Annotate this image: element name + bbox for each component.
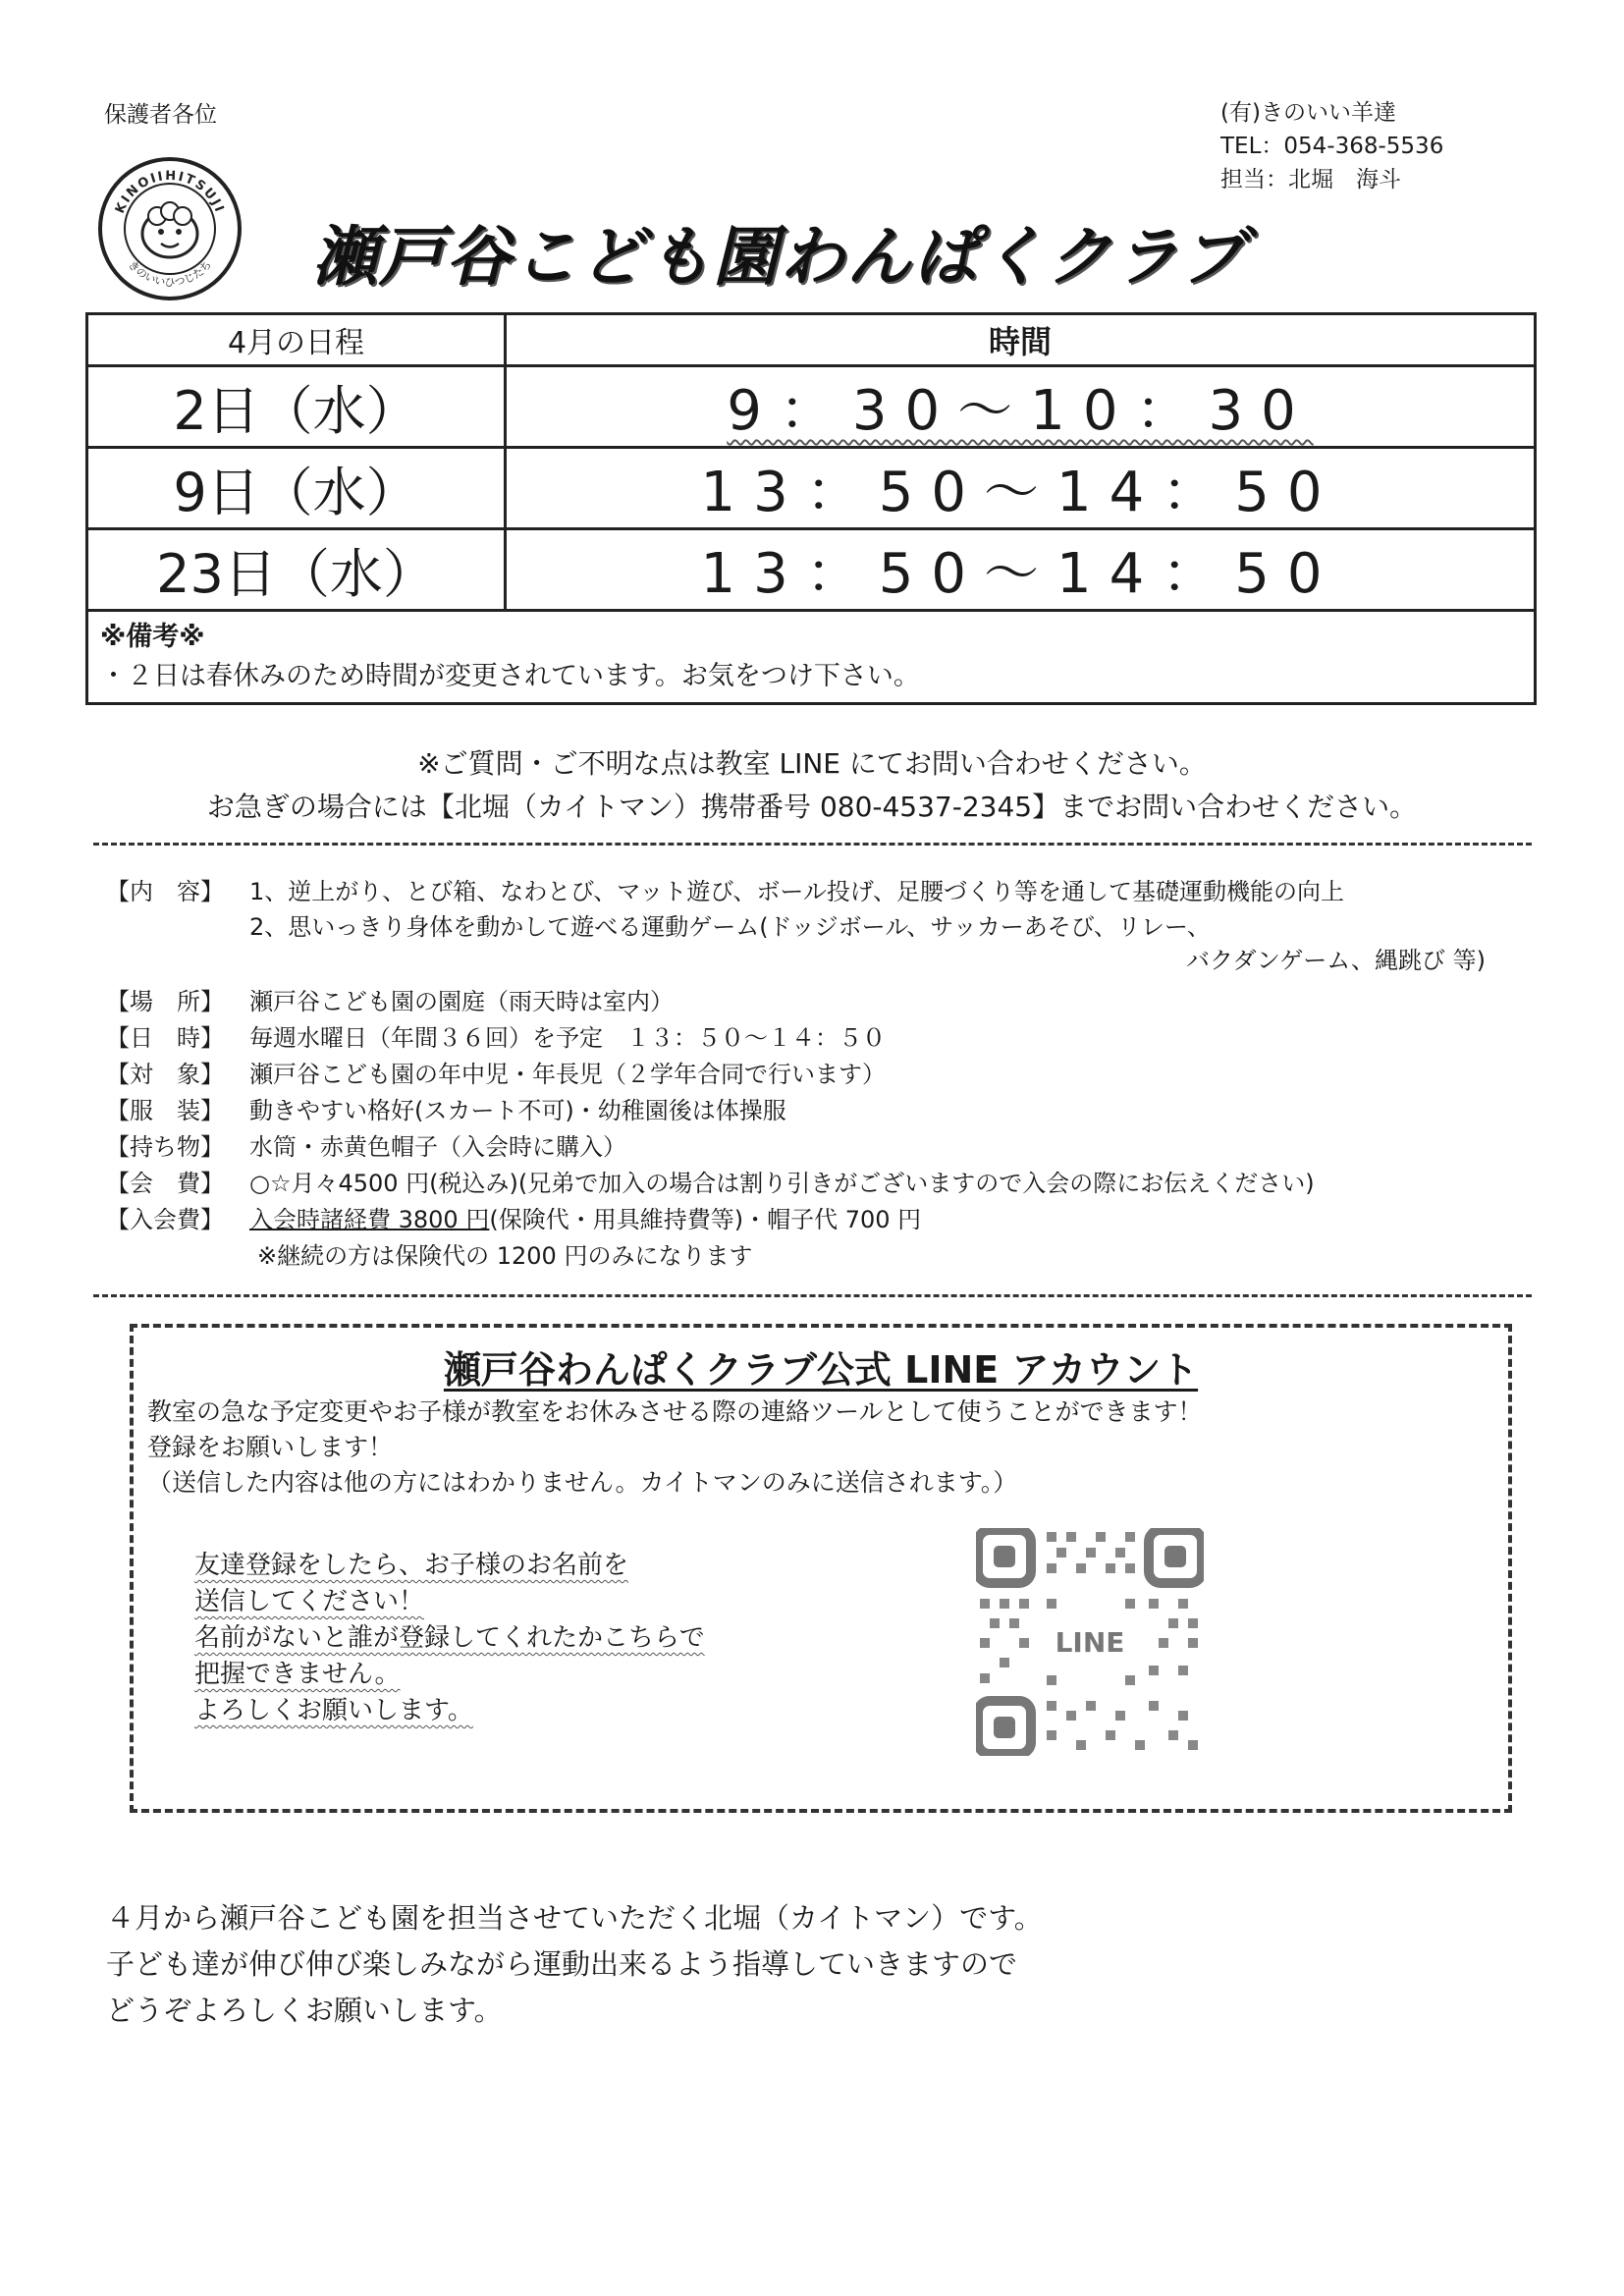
line-box-title (134, 1339, 1508, 1394)
line-box-text-1: 教室の急な予定変更やお子様が教室をお休みさせる際の連絡ツールとして使うことができます！ (147, 1397, 1203, 1426)
detail-key: 【場 所】 (106, 988, 224, 1015)
schedule-date: 23日（水） (87, 529, 506, 611)
detail-key: 【会 費】 (106, 1170, 224, 1197)
schedule-table (85, 312, 1537, 705)
detail-entry-note: ※継続の方は保険代の 1200 円のみになります (257, 1242, 753, 1270)
qr-line-label: LINE (1055, 1626, 1125, 1659)
company-tel: TEL：054-368-5536 (1220, 134, 1444, 159)
detail-clothes (106, 1091, 786, 1125)
schedule-time: 13：50～14：50 (506, 448, 1536, 529)
company-name: (有)きのいい羊達 (1220, 100, 1396, 126)
line-box-text-3: （送信した内容は他の方にはわかりません。カイトマンのみに送信されます。） (147, 1468, 1018, 1497)
detail-key: 【持ち物】 (106, 1133, 224, 1161)
schedule-time-header: 時間 (506, 314, 1536, 366)
instruction-line: 送信してください！ (194, 1587, 425, 1616)
detail-value: 瀬戸谷こども園の年中児・年長児（２学年合同で行います） (249, 1061, 886, 1088)
table-row (87, 366, 1536, 448)
detail-key: 【日 時】 (106, 1024, 224, 1052)
instruction-line: よろしくお願いします。 (194, 1696, 473, 1725)
detail-value: 瀬戸谷こども園の園庭（雨天時は室内） (249, 988, 674, 1015)
detail-content-3: バクダンゲーム、縄跳び 等) (1186, 947, 1486, 974)
detail-key: 【入会費】 (106, 1206, 224, 1233)
closing-line: どうぞよろしくお願いします。 (106, 1994, 503, 2027)
line-box-text-2: 登録をお願いします！ (147, 1433, 394, 1461)
logo-text-top: KINOIIHITSUJI (112, 168, 228, 216)
detail-value: 水筒・赤黄色帽子（入会時に購入） (249, 1133, 626, 1161)
line-box-title-text: 瀬戸谷わんぱくクラブ公式 LINE アカウント (443, 1348, 1199, 1392)
divider (93, 1294, 1532, 1297)
detail-key: 【対 象】 (106, 1061, 224, 1088)
schedule-time-text: 9：30～10：30 (727, 379, 1314, 443)
company-info (1220, 96, 1443, 196)
instruction-line: 名前がないと誰が登録してくれたかこちらで (194, 1623, 705, 1653)
detail-value: ○☆月々4500 円(税込み)(兄弟で加入の場合は割り引きがございますので入会の際にお伝えください) (249, 1170, 1315, 1197)
detail-content (106, 872, 1344, 906)
schedule-notes (87, 611, 1536, 704)
divider (93, 843, 1532, 846)
schedule-time (506, 366, 1536, 448)
closing-line: 子ども達が伸び伸び楽しみながら運動出来るよう指導していきますので (106, 1947, 1018, 1981)
schedule-date: 9日（水） (87, 448, 506, 529)
detail-key: 【服 装】 (106, 1097, 224, 1124)
contact-line-1: ※ご質問・ご不明な点は教室 LINE にてお問い合わせください。 (417, 747, 1207, 780)
addressee: 保護者各位 (104, 102, 217, 128)
company-staff: 担当：北堀 海斗 (1220, 167, 1401, 192)
sheep-logo-icon (96, 155, 244, 302)
instruction-line: 友達登録をしたら、お子様のお名前を (194, 1551, 629, 1580)
instruction-line: 把握できません。 (194, 1660, 401, 1689)
detail-value: (保険代・用具維持費等)・帽子代 700 円 (489, 1206, 922, 1233)
notes-text: ・２日は春休みのため時間が変更されています。お気をつけ下さい。 (100, 661, 920, 691)
detail-value: 1、逆上がり、とび箱、なわとび、マット遊び、ボール投げ、足腰づくり等を通して基礎運動機能の向上 (249, 878, 1344, 905)
schedule-date: 2日（水） (87, 366, 506, 448)
schedule-header-row (87, 314, 1536, 366)
table-row (87, 529, 1536, 611)
closing-message (106, 1895, 1043, 2034)
line-box-instructions (194, 1548, 705, 1729)
detail-datetime (106, 1018, 886, 1053)
table-row (87, 448, 1536, 529)
line-account-box (130, 1324, 1512, 1813)
logo-text-bottom: きのいいひつじたち (125, 257, 215, 289)
detail-entry-underlined: 入会時諸経費 3800 円 (249, 1206, 490, 1233)
notes-heading: ※備考※ (100, 622, 205, 652)
detail-place (106, 982, 674, 1016)
schedule-date-header: 4月の日程 (87, 314, 506, 366)
detail-items (106, 1127, 626, 1162)
detail-entry (106, 1200, 921, 1234)
detail-target (106, 1055, 886, 1089)
contact-line-2: お急ぎの場合には【北堀（カイトマン）携帯番号 080-4537-2345】までお問い合わせください。 (206, 791, 1418, 823)
schedule-time: 13：50～14：50 (506, 529, 1536, 611)
detail-value: 毎週水曜日（年間３６回）を予定 １３：５０～１４：５０ (249, 1024, 886, 1052)
detail-key: 【内 容】 (106, 878, 224, 905)
detail-value: 動きやすい格好(スカート不可)・幼稚園後は体操服 (249, 1097, 786, 1124)
schedule-notes-row (87, 611, 1536, 704)
main-title: 瀬戸谷こども園わんぱくクラブ (312, 219, 1247, 295)
closing-line: ４月から瀬戸谷こども園を担当させていただく北堀（カイトマン）です。 (106, 1901, 1043, 1935)
detail-fee (106, 1164, 1315, 1198)
line-qr-code-icon[interactable] (976, 1528, 1204, 1756)
detail-content-2: 2、思いっきり身体を動かして遊べる運動ゲーム(ドッジボール、サッカーあそび、リレー、 (249, 913, 1211, 941)
